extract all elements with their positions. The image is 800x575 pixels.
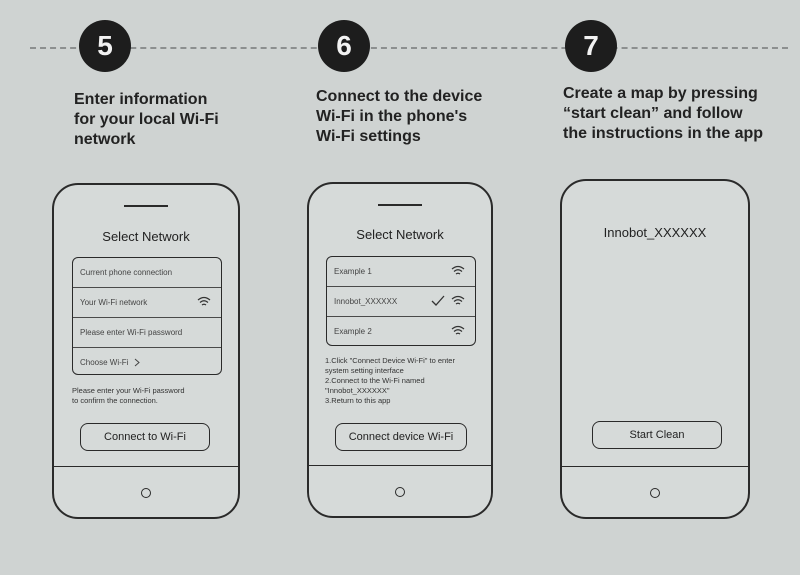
- check-icon: [431, 295, 445, 307]
- home-button-icon: [650, 488, 660, 498]
- step-title-line: Wi-Fi in the phone's: [316, 108, 468, 125]
- note-line: 1.Click "Connect Device Wi-Fi" to enter: [325, 356, 455, 365]
- row-label: Choose Wi-Fi: [80, 358, 129, 367]
- wifi-icon: [451, 295, 465, 307]
- step-6-title: [316, 87, 482, 147]
- password-note: [72, 386, 185, 406]
- network-item-example-1[interactable]: [327, 257, 475, 287]
- wifi-icon: [197, 296, 211, 308]
- step-7-badge: [565, 20, 617, 72]
- note-line: 3.Return to this app: [325, 396, 391, 405]
- network-list: [326, 256, 476, 346]
- step-title-line: “start clean” and follow: [563, 105, 743, 122]
- phone-step-6: [307, 182, 493, 518]
- step-title-line: network: [74, 131, 136, 148]
- home-button-icon: [141, 488, 151, 498]
- screen-title: Innobot_XXXXXX: [603, 225, 707, 240]
- connect-to-wifi-button[interactable]: Connect to Wi-Fi: [80, 423, 210, 451]
- start-clean-button[interactable]: Start Clean: [592, 421, 722, 449]
- row-label: Your Wi-Fi network: [80, 298, 148, 307]
- screen-title: Select Network: [356, 227, 444, 242]
- note-line: system setting interface: [325, 366, 404, 375]
- row-label: Please enter Wi-Fi password: [80, 328, 183, 337]
- step-title-line: Create a map by pressing: [563, 85, 758, 102]
- step-title-line: the instructions in the app: [563, 125, 764, 142]
- phone-bottom-divider: [54, 466, 238, 467]
- note-line: to confirm the connection.: [72, 396, 158, 405]
- step-number: 6: [336, 30, 352, 61]
- phone-speaker: [378, 204, 422, 206]
- step-5-title: [74, 90, 219, 150]
- network-item-example-2[interactable]: [327, 317, 475, 346]
- screen-title: Select Network: [102, 229, 190, 244]
- connect-device-wifi-button[interactable]: Connect device Wi-Fi: [335, 423, 467, 451]
- step-title-line: for your local Wi-Fi: [74, 111, 219, 128]
- phone-step-5: [52, 183, 240, 519]
- note-line: 2.Connect to the Wi-Fi named: [325, 376, 425, 385]
- phone-speaker: [124, 205, 168, 207]
- choose-wifi-link[interactable]: [73, 348, 221, 377]
- step-number: 7: [583, 30, 599, 61]
- note-line: "Innobot_XXXXXX": [325, 386, 390, 395]
- step-title-line: Connect to the device: [316, 88, 483, 105]
- row-label: Innobot_XXXXXX: [334, 297, 398, 306]
- network-form: [72, 257, 222, 375]
- step-number: 5: [97, 30, 113, 61]
- wifi-network-field[interactable]: [73, 288, 221, 318]
- network-item-innobot[interactable]: [327, 287, 475, 317]
- chevron-right-icon: [134, 358, 140, 367]
- phone-bottom-divider: [309, 465, 491, 466]
- dashed-divider: [30, 47, 788, 49]
- current-connection-row: [73, 258, 221, 288]
- wifi-password-field[interactable]: [73, 318, 221, 348]
- step-title-line: Wi-Fi settings: [316, 128, 421, 145]
- step-title-line: Enter information: [74, 91, 208, 108]
- phone-bottom-divider: [562, 466, 748, 467]
- note-line: Please enter your Wi-Fi password: [72, 386, 185, 395]
- wifi-icon: [451, 325, 465, 337]
- row-label: Example 2: [334, 327, 372, 336]
- phone-step-7: [560, 179, 750, 519]
- row-label: Example 1: [334, 267, 372, 276]
- home-button-icon: [395, 487, 405, 497]
- step-5-badge: [79, 20, 131, 72]
- step-7-title: [563, 84, 763, 144]
- row-label: Current phone connection: [80, 268, 173, 277]
- instructions-note: [325, 356, 455, 406]
- wifi-icon: [451, 265, 465, 277]
- step-6-badge: [318, 20, 370, 72]
